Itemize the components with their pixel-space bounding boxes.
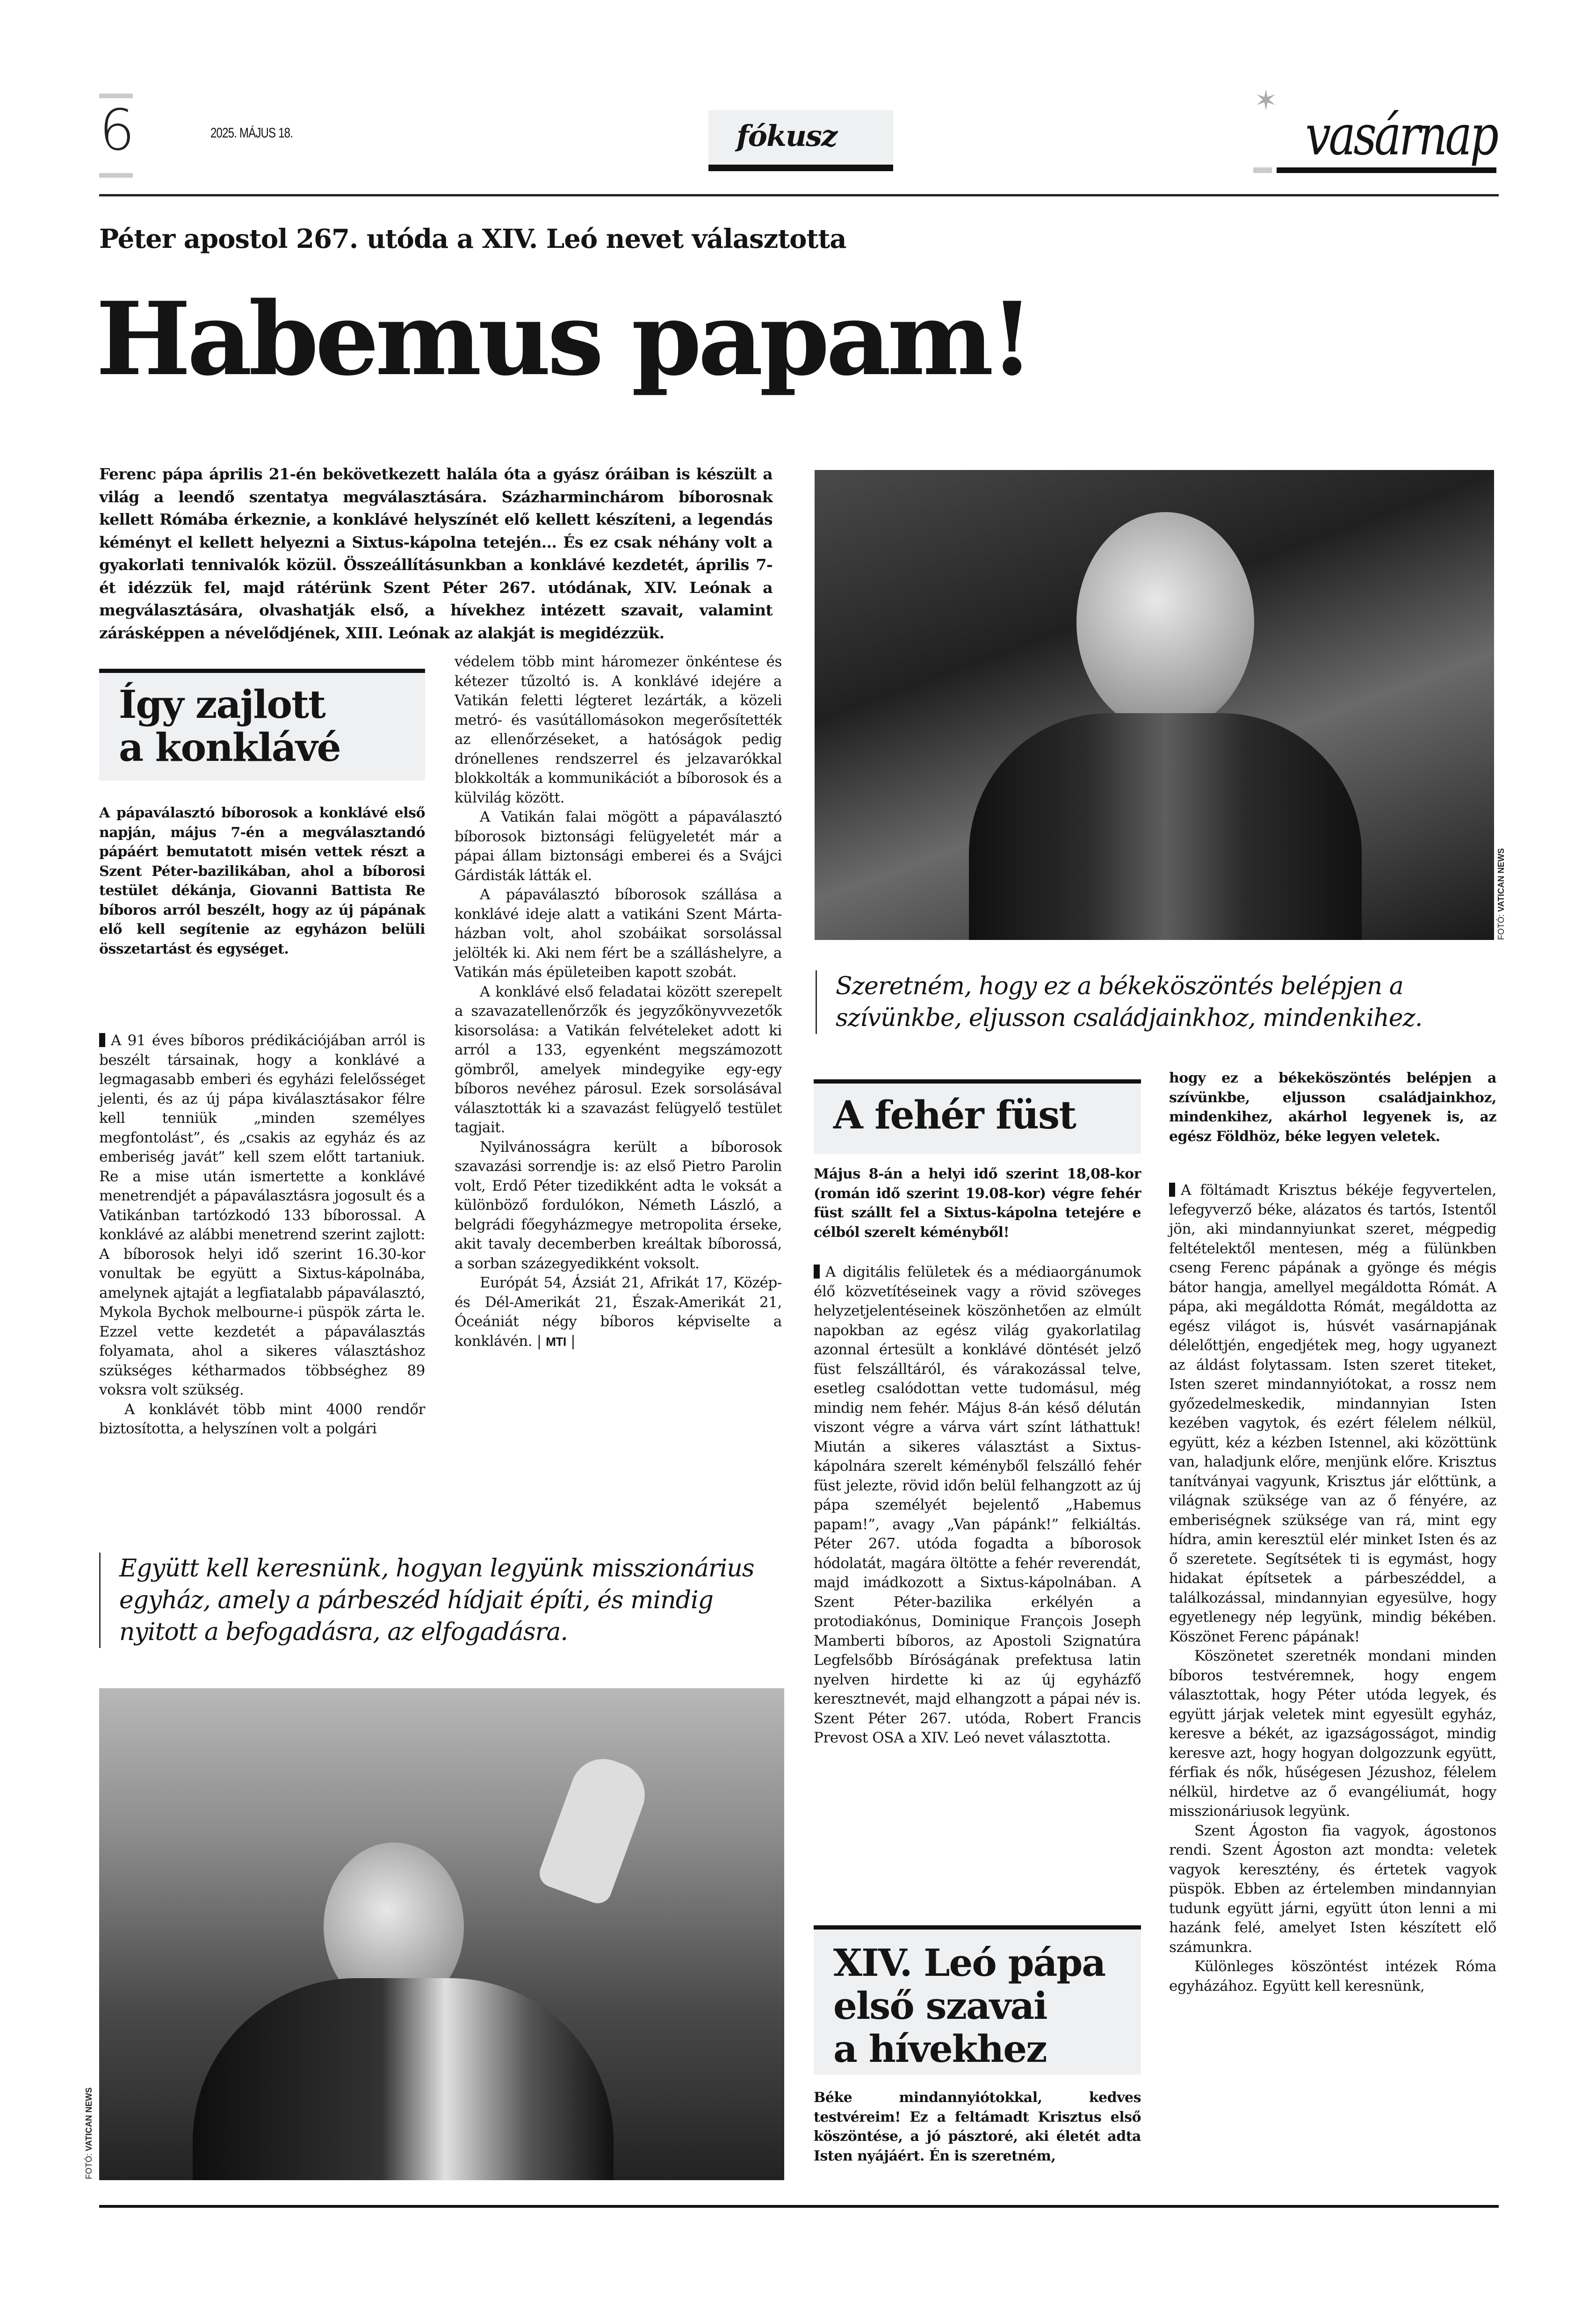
box1-intro: A pápaválasztó bíborosok a konklávé első napján, május 7-én a megválasztandó pápáért bemutatott misén vettek részt a Szent Péter-bazilikában, ahol a bíborosi testület dékánja, Giovanni Battista Re bíboros arról beszélt, hogy az új pápának elő kell segítenie az egyházon belüli összetartást és egységet. xyxy=(99,805,425,957)
box1-title: Így zajlott a konklávé xyxy=(119,682,340,770)
issue-date: 2025. MÁJUS 18. xyxy=(210,125,293,141)
body-paragraph: A konklávét több mint 4000 rendőr biztosította, a helyszínen volt a polgári xyxy=(99,1401,425,1437)
box3-intro: Béke mindannyiótokkal, kedves testvéreim! Ez a feltámadt Krisztus első köszöntése, a jó pásztoré, aki életét adta Isten nyájáért. Én is szeretném, xyxy=(814,2089,1141,2164)
body-paragraph: védelem több mint háromezer önkéntese és kétezer tűzoltó is. A konklávé idejére a Vatikán feletti légteret lezárták, a közeli metró- és vasútállomásokon megerősítették az ellenőrzéseket, a hatóságok pedig drónellenes rendszerrel és jelzavarókkal blokkolták a kommunikációt a bíborosok és a külvilág között. xyxy=(455,653,782,806)
raised-hand xyxy=(536,1750,654,1908)
pope-portrait-photo xyxy=(815,470,1494,940)
body-paragraph: A pápaválasztó bíborosok szállása a konklávé ideje alatt a vatikáni Szent Márta-házban volt, ahol szobáikat sorsolással jelölték ki. Aki nem fért be a szálláshelyre, a Vatikán más épületeiben kapott szobát. xyxy=(455,886,782,981)
credit-source: VATICAN NEWS xyxy=(1496,848,1506,912)
section-name: fókusz xyxy=(737,119,837,153)
masthead xyxy=(1253,84,1496,173)
box2-body xyxy=(814,1263,1141,1748)
paragraph-marker-icon xyxy=(1169,1183,1175,1197)
credit-prefix: FOTÓ: xyxy=(1496,914,1506,940)
body-paragraph: A digitális felületek és a médiaorgánumok élő közvetítéseinek vagy a rövid szöveges helyzetjelentéseinek köszönhetően az elmúlt napokban az egész világ gyakorlatilag azonnal értesült a konklávé döntését jelző füst felszálltáról, és várakozással telve, esetleg csalódottan vette tudomásul, még mindig nem fehér. Május 8-án késő délután viszont végre a várva várt színt láthattuk! Miután a sikeres választást a Sixtus-kápolnára szerelt kéményből felszálló fehér füst jelezte, rövid időn belül felhangzott az új pápa személyét bejelentő „Habemus papam!”, avagy „Van pápánk!” felkiáltás. Péter 267. utóda fogadta a bíborosok hódolatát, magára öltötte a fehér reverendát, majd imádkozott a Sixtus-kápolnában. A Szent Péter-bazilika erkélyén a protodiakónus, Dominique François Joseph Mamberti bíboros, az Apostoli Szignatúra Legfelsőbb Bíróságának prefektusa latin nyelven hirdette ki az új egyházfő keresztnevét, majd elhangzott a pápai név is. Szent Péter 267. utóda, Robert Francis Prevost OSA a XIV. Leó nevet választotta. xyxy=(814,1264,1141,1746)
body-paragraph: Európát 54, Ázsiát 21, Afrikát 17, Közép- és Dél-Amerikát 21, Észak-Amerikát 21, Óceániát négy bíboros képviselte a konklávén. xyxy=(455,1274,782,1350)
masthead-title: vasárnap xyxy=(1305,103,1496,167)
credit-source: VATICAN NEWS xyxy=(84,2087,94,2151)
page-number: 6 xyxy=(99,94,133,178)
box3-body xyxy=(1169,1181,1496,1996)
paragraph-marker-icon xyxy=(814,1265,820,1279)
masthead-underline xyxy=(1277,167,1496,173)
photo-credit-1 xyxy=(1496,848,1506,940)
body-paragraph: A 91 éves bíboros prédikációjában arról is beszélt társainak, hogy a konklávé a legmagasabb emberi és egyházi felelősséget jelenti, és az új pápa kiválasztásakor félre kell tenniük „minden személyes megfontolást”, és „csakis az egyház és az emberiség javát” kell szem előtt tartaniuk. Re a mise után ismertette a konklávé menetrendjét a pápaválasztásra jogosult és a Vatikánban tartózkodó 133 bíborossal. A konklávé az alábbi menetrend szerint zajlott: A bíborosok helyi idő szerint 16.30-kor vonultak be együtt a Sixtus-kápolnába, amelynek ajtaját a legfiatalabb pápaválasztó, Mykola Bychok melbourne-i püspök zárta le. Ezzel vette kezdetét a pápaválasztás folyamata, ahol a sikeres választáshoz szükséges kétharmados többséghez 89 voksra volt szükség. xyxy=(99,1032,425,1398)
box3-intro-continued: hogy ez a békeköszöntés belépjen a szívünkbe, eljusson családjainkhoz, mindenkihez, akárhol legyenek is, az egész Földhöz, béke legyen veletek. xyxy=(1169,1070,1496,1145)
masthead-accent xyxy=(1253,167,1272,173)
section-label xyxy=(708,110,893,171)
portrait-face xyxy=(1076,512,1254,732)
box1-column-2: védelem több mint háromezer önkéntese és kétezer tűzoltó is. A konklávé idejére a Vatikán feletti légteret lezárták, a közeli metró- és vasútállomásokon megerősítették az ellenőrzéseket, a hatóságok pedig drónellenes rendszerrel és jelzavarókkal blokkolták a kommunikációt a bíborosok és a külvilág között. A Vatikán falai mögött a pápaválasztó bíborosok biztonsági felügyeletét már a pápai állam biztonsági emberei és a Svájci Gárdisták látták el. A pápaválasztó bíborosok szállása a konklávé ideje alatt a vatikáni Szent Márta-házban volt, ahol szobáikat sorsolással jelölték ki. Aki nem fért be a szálláshelyre, a Vatikán más épületeiben kapott szobát. A konklávé első feladatai között szerepelt a szavazatellenőrzők és jegyzőkönyvvezetők kisorsolása: a Vatikán felvételeket adott ki arról a 133, egyenként megszámozott gömbről, amelyek mindegyike egy-egy bíboros nevéhez párosul. Ezek sorsolásával választották ki a szavazást felügyelő testület tagjait. Nyilvánosságra került a bíborosok szavazási sorrendje is: az első Pietro Parolin volt, Erdő Péter tizedikként adta le voksát a különböző fordulókon, Németh László, a belgrádi főegyházmegye metropolita érseke, akit tavaly decemberben kreáltak bíborossá, a sorban százegyedikként voksolt. Európát 54, Ázsiát 21, Afrikát 17, Közép- és Dél-Amerikát 21, Észak-Amerikát 21, Óceániát négy bíboros képviselte a konklávén. | MTI | xyxy=(455,653,782,1350)
body-paragraph: A Vatikán falai mögött a pápaválasztó bíborosok biztonsági felügyeletét már a pápai állam biztonsági emberei és a Svájci Gárdisták látták el. xyxy=(455,809,782,884)
body-paragraph: Szent Ágoston fia vagyok, ágostonos rendi. Szent Ágoston azt mondta: veletek vagyok keresztény, és értetek vagyok püspök. Ebben az értelemben mindannyian tudunk együtt járni, együtt úton lenni a mi hazánk felé, amelyet Isten készített elő számunkra. xyxy=(1169,1822,1496,1956)
pull-quote-1: Együtt kell keresnünk, hogyan legyünk misszionárius egyház, amely a párbeszéd hídjait építi, és mindig nyitott a befogadásra, az elfogadásra. xyxy=(99,1553,793,1648)
box2-header xyxy=(814,1079,1141,1154)
box1-header xyxy=(99,669,425,781)
header-rule xyxy=(99,194,1499,196)
box3-header xyxy=(814,1925,1141,2074)
article-headline: Habemus papam! xyxy=(96,280,1031,398)
article-kicker: Péter apostol 267. utóda a XIV. Leó nevet választotta xyxy=(99,224,846,254)
box3-title: XIV. Leó pápa első szavai a hívekhez xyxy=(833,1941,1105,2071)
photo-credit-2 xyxy=(84,2088,94,2179)
body-paragraph: Különleges köszöntést intézek Róma egyházához. Együtt kell keresnünk, xyxy=(1169,1958,1496,1995)
box2-intro: Május 8-án a helyi idő szerint 18,08-kor (román idő szerint 19.08-kor) végre fehér füst szállt fel a Sixtus-kápolna tetejére e célból szerelt kéményből! xyxy=(814,1166,1141,1241)
body-paragraph: A föltámadt Krisztus békéje fegyvertelen, lefegyverző béke, alázatos és tartós, Istentől jön, aki mindannyiunkat szeret, mégpedig feltételektől mentesen, még a fülünkben cseng Ferenc pápának a gyönge és mégis bátor hangja, amellyel megáldotta Rómát. A pápa, aki megáldotta Rómát, megáldotta az egész világot is, húsvét vasárnapjának délelőttjén, engedjétek meg, hogy ugyanezt az áldást folytassam. Isten szeret titeket, Isten szeret mindannyiótokat, a rossz nem győzedelmeskedik, mindannyian Isten kezében vagytok, és ezért félelem nélkül, együtt, kéz a kézben Istennel, aki közöttünk van, haladjunk előre, menjünk előre. Krisztus tanítványai vagyunk, Krisztus jár előttünk, a világnak szüksége van az ő fényére, az emberiségnek szüksége van rá, mint egy hídra, amin keresztül elér minket Isten és az ő szeretete. Segítsétek ti is egymást, hogy hidakat építsetek a párbeszéddel, a találkozással, mindannyian egyesülve, hogy egyetlenegy nép legyünk, mindig békében. Köszönet Ferenc pápának! xyxy=(1169,1182,1496,1645)
article-lead: Ferenc pápa április 21-én bekövetkezett halála óta a gyász óráiban is készült a világ a leendő szentatya megválasztására. Százharminchárom bíborosnak kellett Rómába érkeznie, a konklávé helyszínét elő kellett készíteni, a legendás kéményt el kellett helyezni a Sixtus-kápolna tetején... És ez csak néhány volt a gyakorlati tennivalók közül. Összeállításunkban a konklávé kezdetét, április 7-ét idézzük fel, majd rátérünk Szent Péter 267. utódának, XIV. Leónak a megválasztására, olvashatják első, a hívekhez intézett szavait, valamint zárásképpen a névelődjének, XIII. Leónak az alakját is megidézzük. xyxy=(99,465,773,642)
body-paragraph: Nyilvánosságra került a bíborosok szavazási sorrendje is: az első Pietro Parolin volt, Erdő Péter tizedikként adta le voksát a különböző fordulókon, Németh László, a belgrádi főegyházmegye metropolita érseke, akit tavaly decemberben kreáltak bíborossá, a sorban százegyedikként voksolt. xyxy=(455,1138,782,1272)
box2-title: A fehér füst xyxy=(833,1093,1076,1138)
balcony-vestment xyxy=(193,1978,614,2180)
body-paragraph: A konklávé első feladatai között szerepelt a szavazatellenőrzők és jegyzőkönyvvezetők kisorsolása: a Vatikán felvételeket adott ki arról a 133, egyenként megszámozott gömbről, amelyek mindegyike egy-egy bíboros nevéhez párosul. Ezek sorsolásával választották ki a szavazást felügyelő testület tagjait. xyxy=(455,983,782,1136)
sun-rays-icon: ✶ xyxy=(1254,84,1278,117)
body-paragraph: Köszönetet szeretnék mondani minden bíboros testvéremnek, hogy engem választottak, hogy Péter utóda legyek, és együtt járjak veletek mint egyesült egyház, keresve a békét, az igazságosságot, mindig keresve azt, hogy hogyan dolgozzunk együtt, férfiak és nők, hűségesen Jézushoz, félelem nélkül, hirdetve az ő evangéliumát, hogy misszionáriusok legyünk. xyxy=(1169,1648,1496,1820)
source-tag: MTI xyxy=(546,1334,566,1349)
credit-prefix: FOTÓ: xyxy=(84,2154,94,2179)
pope-balcony-photo xyxy=(99,1688,784,2180)
pull-quote-2: Szeretném, hogy ez a békeköszöntés belépjen a szívünkbe, eljusson családjainkhoz, mindenkihez. xyxy=(816,970,1509,1034)
portrait-vestment xyxy=(969,713,1362,940)
box1-column-1 xyxy=(99,1031,425,1439)
paragraph-marker-icon xyxy=(99,1033,105,1047)
footer-rule xyxy=(99,2205,1499,2208)
